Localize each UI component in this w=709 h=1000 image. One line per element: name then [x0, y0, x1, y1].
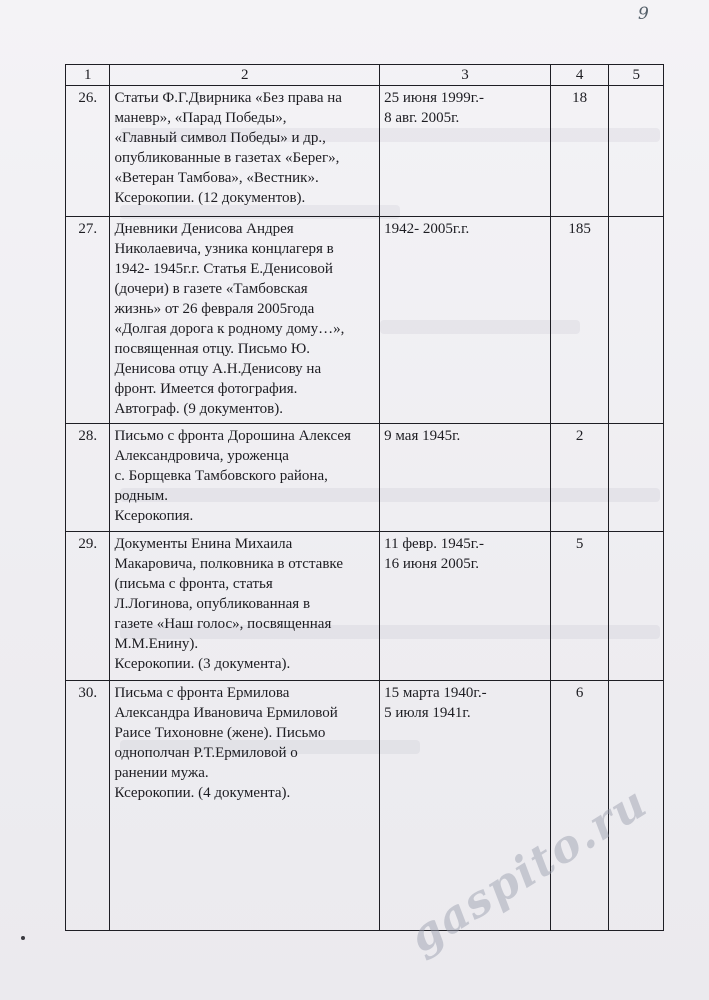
title-line: однополчан Р.Т.Ермиловой о — [114, 745, 298, 761]
title-line: Ксерокопии. (3 документа). — [114, 656, 291, 672]
title-line: газете «Наш голос», посвященная — [114, 616, 332, 632]
title-line: «Ветеран Тамбова», «Вестник». — [114, 170, 319, 186]
header-col-5: 5 — [609, 65, 664, 86]
date-line: 25 июня 1999г.- — [384, 90, 485, 106]
title-line: родным. — [114, 488, 168, 504]
table-row — [66, 86, 664, 217]
site-watermark: gaspito.ru — [400, 776, 657, 964]
row-dates — [380, 424, 551, 532]
table-row — [66, 424, 664, 532]
title-line: с. Борщевка Тамбовского района, — [114, 468, 328, 484]
title-line: Николаевича, узника концлагеря в — [114, 241, 334, 257]
header-col-4: 4 — [550, 65, 609, 86]
row-sheet-count: 5 — [550, 532, 609, 681]
row-dates — [380, 86, 551, 217]
date-line: 8 авг. 2005г. — [384, 110, 460, 126]
date-line: 15 марта 1940г.- — [384, 685, 487, 701]
table-row — [66, 532, 664, 681]
row-sheet-count: 6 — [550, 681, 609, 931]
title-line: (письма с фронта, статья — [114, 576, 273, 592]
date-line: 16 июня 2005г. — [384, 556, 480, 572]
title-line: Статьи Ф.Г.Двирника «Без права на — [114, 90, 342, 106]
title-line: Ксерокопии. (12 документов). — [114, 190, 306, 206]
title-line: Письма с фронта Ермилова — [114, 685, 290, 701]
title-line: Письмо с фронта Дорошина Алексея — [114, 428, 351, 444]
header-row — [66, 65, 664, 86]
table-row — [66, 217, 664, 424]
row-number: 29. — [66, 532, 110, 681]
row-number: 28. — [66, 424, 110, 532]
date-line: 11 февр. 1945г.- — [384, 536, 484, 552]
title-line: Денисова отцу А.Н.Денисову на — [114, 361, 322, 377]
title-line: Александра Ивановича Ермиловой — [114, 705, 338, 721]
row-note — [609, 86, 664, 217]
title-line: опубликованные в газетах «Берег», — [114, 150, 340, 166]
row-sheet-count: 185 — [550, 217, 609, 424]
title-line: маневр», «Парад Победы», — [114, 110, 287, 126]
row-title — [110, 86, 380, 217]
row-note — [609, 217, 664, 424]
row-title — [110, 532, 380, 681]
row-number: 26. — [66, 86, 110, 217]
header-col-3: 3 — [380, 65, 551, 86]
row-dates — [380, 532, 551, 681]
row-sheet-count: 2 — [550, 424, 609, 532]
row-note — [609, 532, 664, 681]
date-line: 5 июля 1941г. — [384, 705, 471, 721]
title-line: ранении мужа. — [114, 765, 209, 781]
title-line: (дочери) в газете «Тамбовская — [114, 281, 308, 297]
page-number: 9 — [638, 4, 649, 24]
table-row — [66, 681, 664, 931]
row-note — [609, 424, 664, 532]
row-title — [110, 681, 380, 931]
title-line: Л.Логинова, опубликованная в — [114, 596, 311, 612]
title-line: Дневники Денисова Андрея — [114, 221, 294, 237]
header-col-2: 2 — [110, 65, 380, 86]
title-line: Ксерокопии. (4 документа). — [114, 785, 291, 801]
date-line: 9 мая 1945г. — [384, 428, 461, 444]
title-line: посвященная отцу. Письмо Ю. — [114, 341, 311, 357]
row-title — [110, 217, 380, 424]
row-number: 27. — [66, 217, 110, 424]
title-line: 1942- 1945г.г. Статья Е.Денисовой — [114, 261, 333, 277]
row-title — [110, 424, 380, 532]
title-line: фронт. Имеется фотография. — [114, 381, 298, 397]
title-line: Автограф. (9 документов). — [114, 401, 283, 417]
row-number: 30. — [66, 681, 110, 931]
title-line: Документы Енина Михаила — [114, 536, 293, 552]
title-line: Ксерокопия. — [114, 508, 194, 524]
title-line: «Главный символ Победы» и др., — [114, 130, 326, 146]
title-line: жизнь» от 26 февраля 2005года — [114, 301, 315, 317]
inventory-table — [65, 64, 664, 931]
punch-mark — [21, 936, 25, 940]
row-sheet-count: 18 — [550, 86, 609, 217]
title-line: М.М.Енину). — [114, 636, 199, 652]
header-col-1: 1 — [66, 65, 110, 86]
title-line: Макаровича, полковника в отставке — [114, 556, 343, 572]
title-line: «Долгая дорога к родному дому…», — [114, 321, 345, 337]
title-line: Раисе Тихоновне (жене). Письмо — [114, 725, 326, 741]
title-line: Александровича, уроженца — [114, 448, 289, 464]
row-dates — [380, 217, 551, 424]
date-line: 1942- 2005г.г. — [384, 221, 470, 237]
